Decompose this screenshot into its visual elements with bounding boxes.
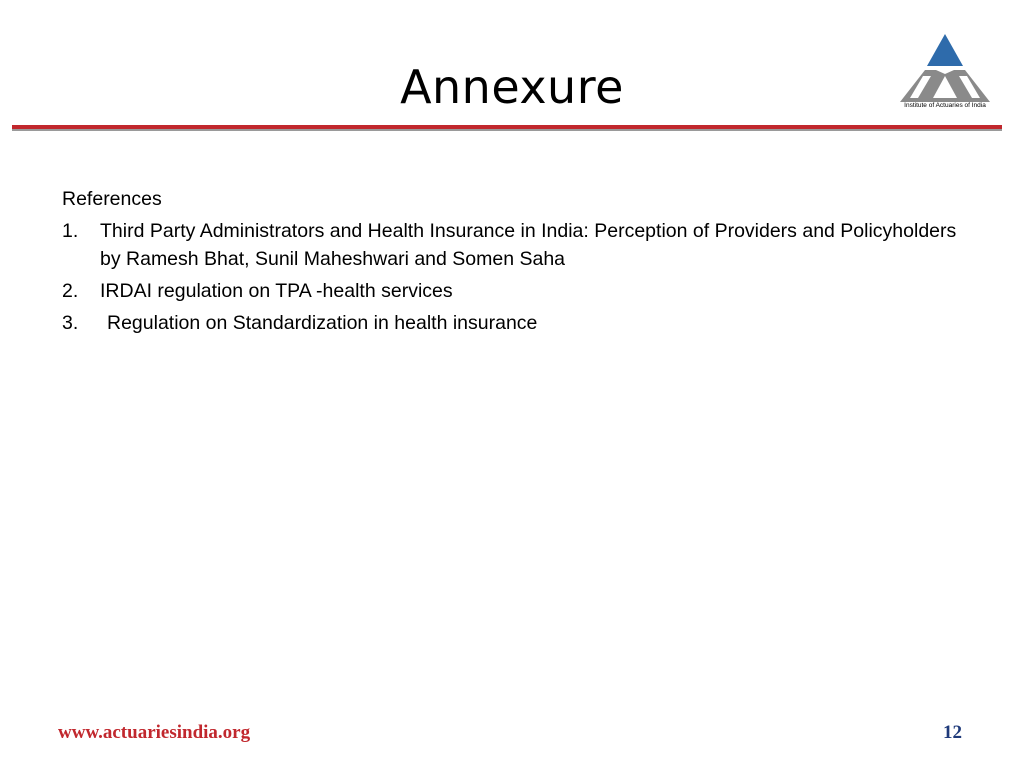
logo-caption: Institute of Actuaries of India bbox=[904, 102, 986, 109]
references-heading: References bbox=[62, 188, 162, 210]
reference-number: 3. bbox=[62, 312, 79, 334]
reference-item bbox=[62, 277, 962, 305]
title-divider-shadow bbox=[12, 129, 1002, 131]
reference-item bbox=[62, 309, 962, 337]
reference-text: Third Party Administrators and Health Insurance in India: Perception of Providers and Policyholders by Ramesh Bhat, Sunil Maheshwari and Somen Saha bbox=[100, 220, 957, 270]
page-number: 12 bbox=[943, 722, 962, 743]
reference-number: 1. bbox=[62, 220, 79, 242]
footer-website-link[interactable]: www.actuariesindia.org bbox=[58, 722, 251, 743]
reference-item bbox=[62, 217, 962, 273]
reference-number: 2. bbox=[62, 280, 79, 302]
references-section bbox=[62, 185, 962, 341]
slide-title: Annexure bbox=[400, 60, 624, 114]
reference-text: IRDAI regulation on TPA -health services bbox=[100, 280, 453, 302]
institute-logo-icon bbox=[896, 32, 994, 112]
reference-text: Regulation on Standardization in health insurance bbox=[107, 312, 538, 334]
